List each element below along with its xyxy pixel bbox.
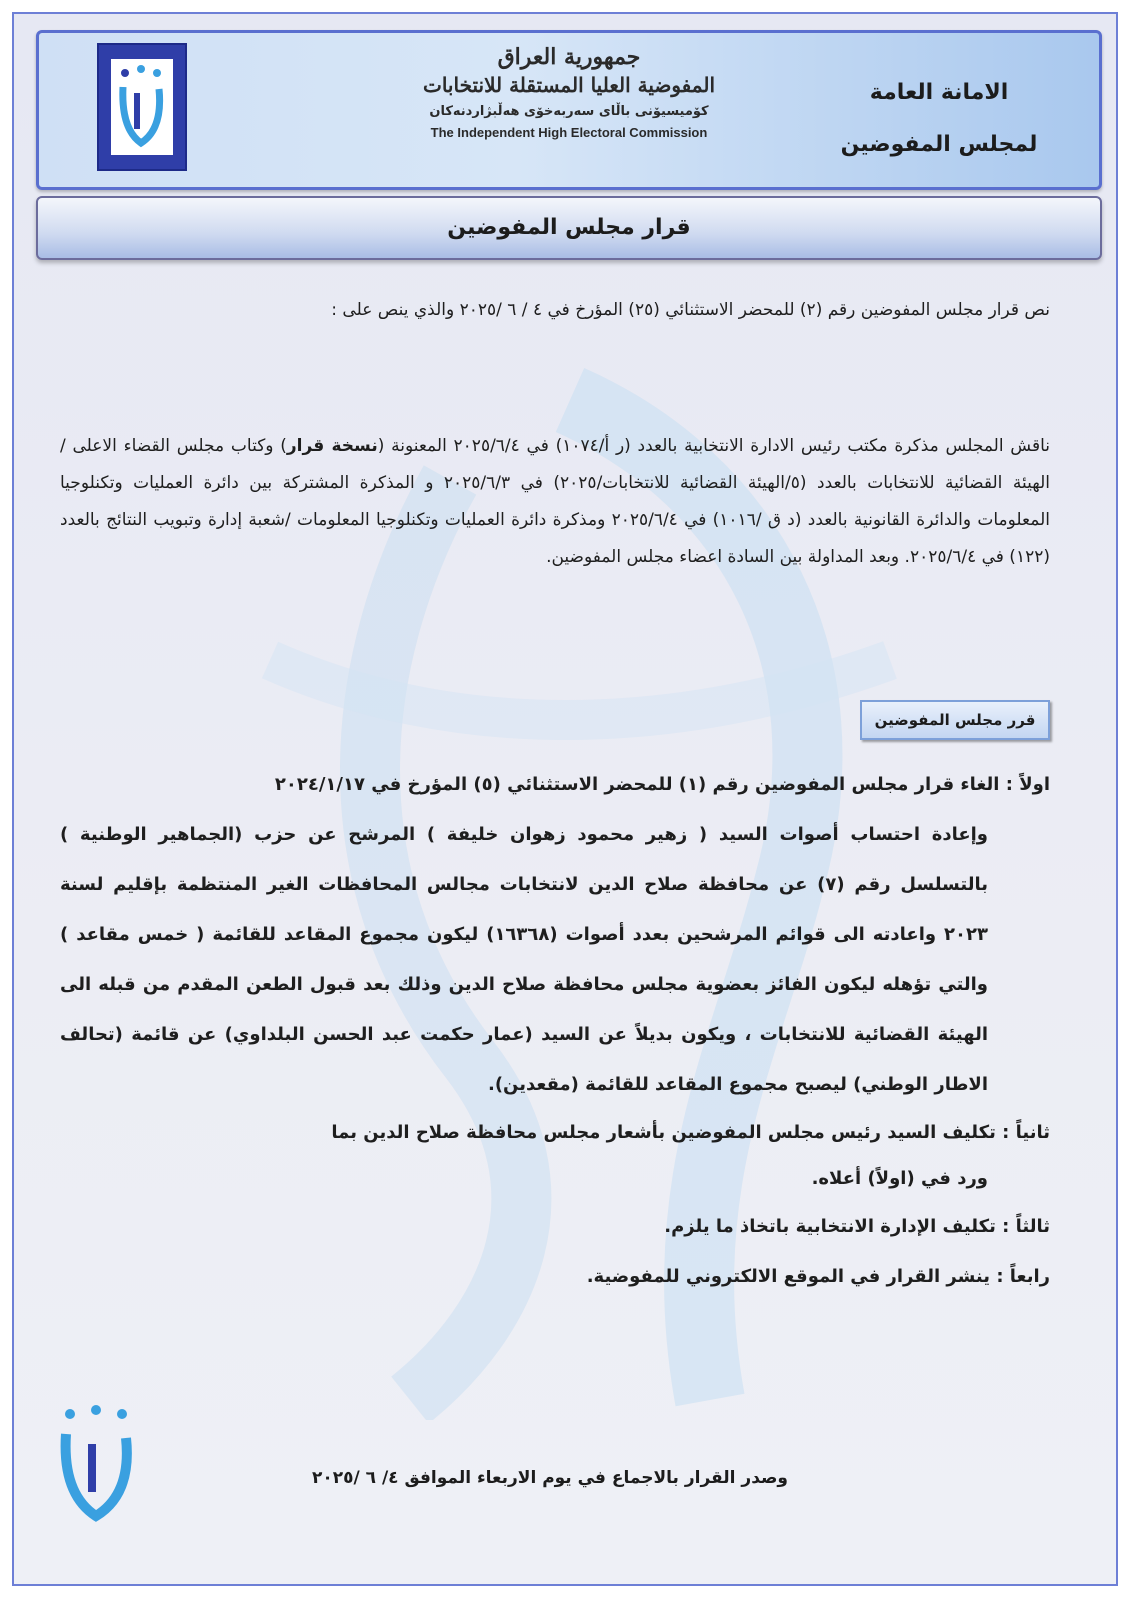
emblem-line-1: جمهورية العراق: [497, 44, 641, 70]
decision-fourth-text: ينشر القرار في الموقع الالكتروني للمفوضية.: [586, 1266, 991, 1287]
decision-second-continuation: ورد في (اولاً) أعلاه.: [811, 1168, 988, 1189]
decision-first-continuation: وإعادة احتساب أصوات السيد ( زهير محمود زهوان خليفة ) المرشح عن حزب (الجماهير الوطنية ) بالتسلسل رقم (٧) عن محافظة صلاح الدين لانتخابات مجالس المحافظات الغير المنتظمة بإقليم لسنة ٢٠٢٣ واعادته الى قوائم المرشحين بعدد أصوات (١٦٣٦٨) ليكون مجموع المقاعد للقائمة ( خمس مقاعد ) والتي تؤهله ليكون الفائز بعضوية مجلس محافظة صلاح الدين وذلك بعد قبول الطعن المقدم من قبله الى الهيئة القضائية للانتخابات ، ويكون بديلاً عن السيد (عمار حكمت عبد الحسن البلداوي) عن قائمة (تحالف الاطار الوطني) ليصبح مجموع المقاعد للقائمة (مقعدين).: [60, 824, 988, 1095]
emblem-line-2: المفوضية العليا المستقلة للانتخابات: [422, 73, 715, 97]
decisions-list: [60, 760, 1050, 1302]
header-banner: [36, 30, 1102, 190]
voter-icon: [111, 59, 173, 155]
body-text-1: ناقش المجلس مذكرة مكتب رئيس الادارة الانتخابية بالعدد (ر أ/١٠٧٤) في ٢٠٢٥/٦/٤ المعنونة (: [377, 436, 1051, 456]
document-title: قرار مجلس المفوضين: [36, 196, 1102, 260]
decision-label-third: ثالثاً :: [1002, 1216, 1050, 1237]
secretariat-heading: [829, 67, 1049, 171]
intro-paragraph: نص قرار مجلس المفوضين رقم (٢) للمحضر الاستثنائي (٢٥) المؤرخ في ٤ / ٦ /٢٠٢٥ والذي ينص على :: [331, 300, 1050, 320]
body-bold-text: نسخة قرار: [286, 436, 378, 456]
body-text-2: ) وكتاب مجلس القضاء الاعلى /الهيئة القضائية للانتخابات بالعدد (٥/الهيئة القضائية للانتخابات/٢٠٢٥) في ٢٠٢٥/٦/٣ و المذكرة المشتركة بين دائرة العمليات وتكنلوجيا المعلومات والدائرة القانونية بالعدد (د ق /١٠١٦) في ٢٠٢٥/٦/٤ ومذكرة دائرة العمليات وتكنلوجيا المعلومات /شعبة إدارة وتبويب النتائج بالعدد (١٢٢) في ٢٠٢٥/٦/٤. وبعد المداولة بين السادة اعضاء مجلس المفوضين.: [60, 436, 1050, 567]
footer-logo-icon: [56, 1404, 136, 1524]
decision-item-fourth: [60, 1252, 1050, 1302]
decision-item-third: [60, 1202, 1050, 1252]
decision-label-first: اولاً :: [1005, 774, 1050, 795]
secretariat-line-2: لمجلس المفوضين: [840, 132, 1038, 157]
body-paragraph: [60, 428, 1050, 576]
commission-emblem: [419, 43, 719, 183]
decision-label-fourth: رابعاً :: [996, 1266, 1050, 1287]
decision-item-second: [60, 1110, 1050, 1202]
issuance-statement: وصدر القرار بالاجماع في يوم الاربعاء الموافق ٤/ ٦ /٢٠٢٥: [311, 1468, 789, 1488]
decision-label-second: ثانياً :: [1002, 1122, 1050, 1143]
decision-first-line: الغاء قرار مجلس المفوضين رقم (١) للمحضر الاستثنائي (٥) المؤرخ في ٢٠٢٤/١/١٧: [274, 774, 1000, 795]
decision-subheading: قرر مجلس المفوضين: [860, 700, 1050, 740]
emblem-kurdish: كۆمیسیۆنی باڵای سەربەخۆی هەڵبژاردنەکان: [429, 104, 709, 119]
decision-third-text: تكليف الإدارة الانتخابية باتخاذ ما يلزم.: [664, 1216, 996, 1237]
decision-second-line: تكليف السيد رئيس مجلس المفوضين بأشعار مجلس محافظة صلاح الدين بما: [331, 1122, 996, 1143]
commission-logo: [97, 43, 187, 171]
decision-item-first: [60, 760, 1050, 1110]
emblem-english: The Independent High Electoral Commission: [430, 125, 708, 140]
secretariat-line-1: الامانة العامة: [869, 80, 1009, 105]
